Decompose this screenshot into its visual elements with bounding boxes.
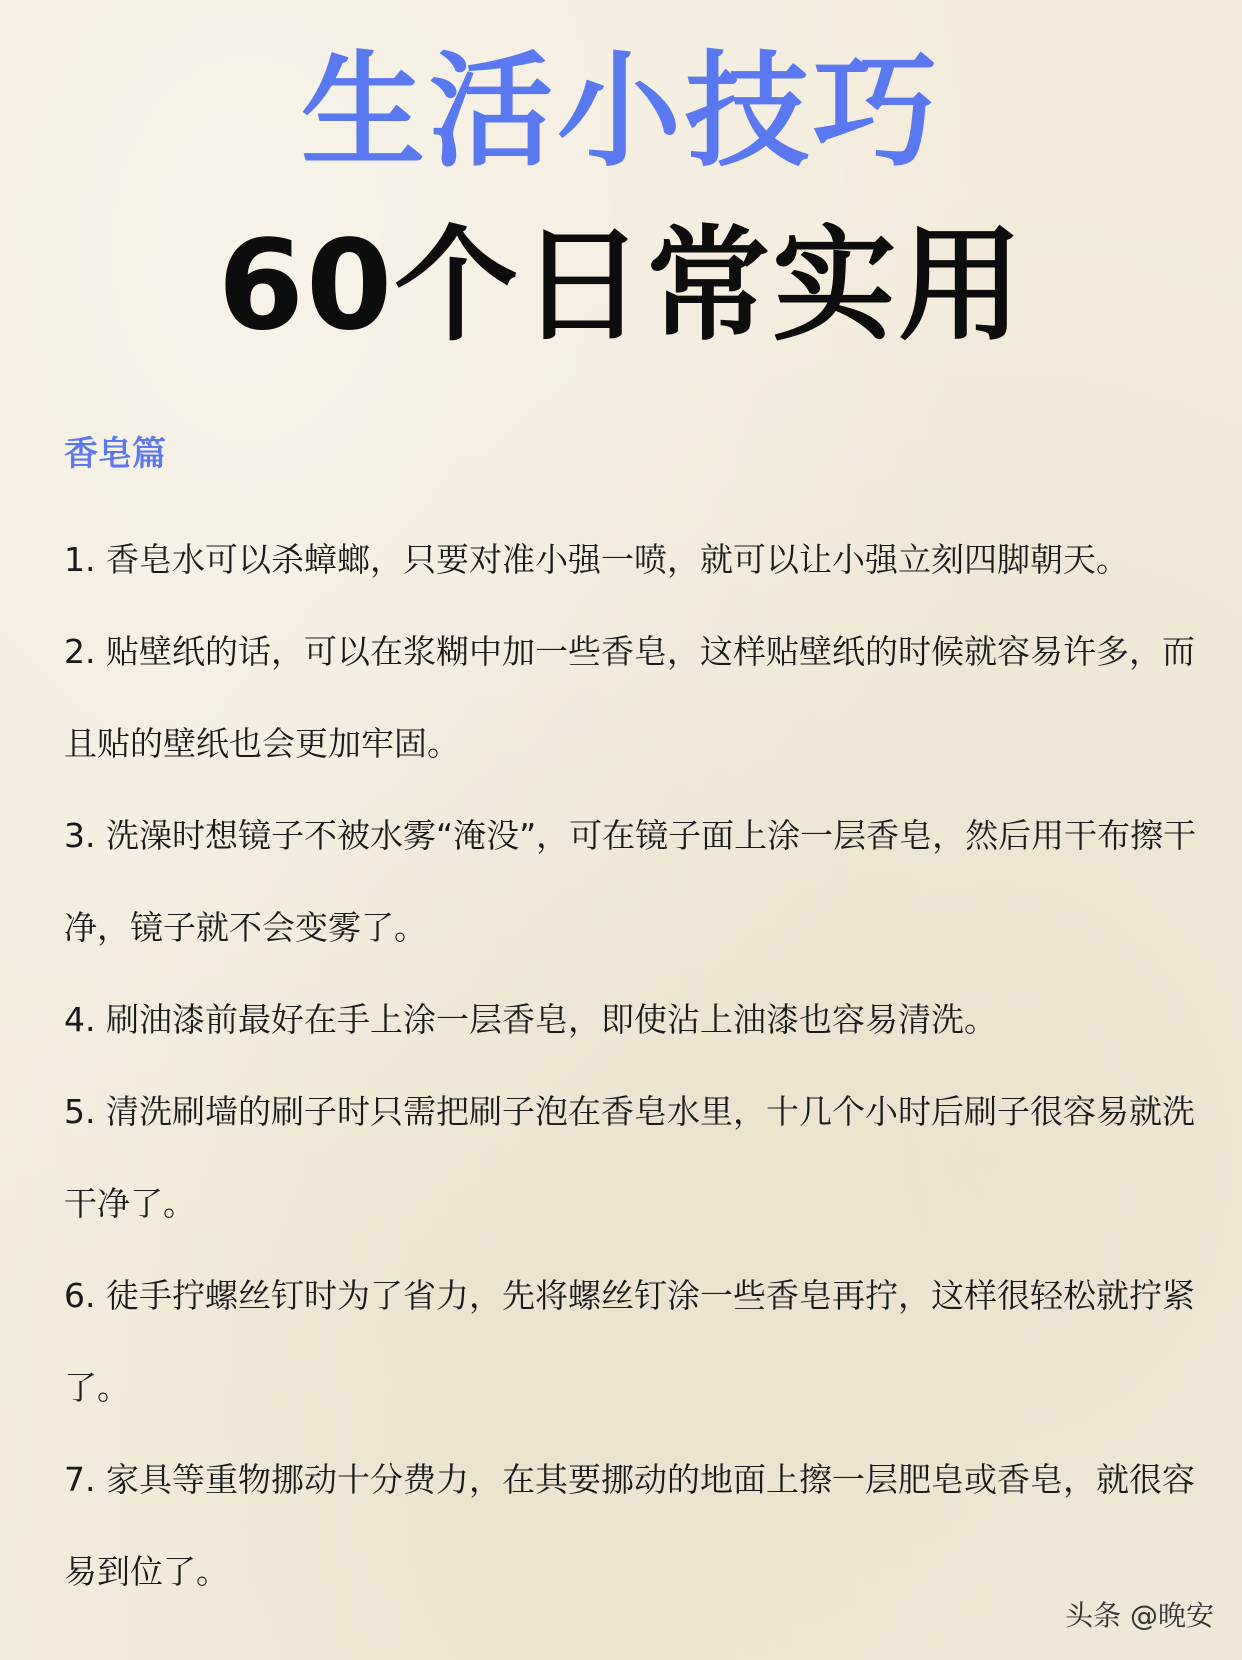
tip-item: 6. 徒手拧螺丝钉时为了省力，先将螺丝钉涂一些香皂再拧，这样很轻松就拧紧了。 (64, 1276, 1195, 1407)
tip-item: 1. 香皂水可以杀蟑螂，只要对准小强一喷，就可以让小强立刻四脚朝天。 (64, 540, 1129, 579)
tip-item: 3. 洗澡时想镜子不被水雾“淹没”，可在镜子面上涂一层香皂，然后用干布擦干净，镜子就不会变雾了。 (64, 816, 1197, 947)
page-subtitle: 60个日常实用 (217, 214, 1025, 358)
source-watermark: 头条 @晚安 (1065, 1599, 1214, 1632)
section-heading: 香皂篇 (64, 434, 166, 474)
tip-item: 2. 贴壁纸的话，可以在浆糊中加一些香皂，这样贴壁纸的时候就容易许多，而且贴的壁纸也会更加牢固。 (64, 632, 1195, 763)
tips-list (64, 514, 1204, 1618)
tip-item: 7. 家具等重物挪动十分费力，在其要挪动的地面上擦一层肥皂或香皂，就很容易到位了。 (64, 1460, 1195, 1591)
tip-item: 5. 清洗刷墙的刷子时只需把刷子泡在香皂水里，十几个小时后刷子很容易就洗干净了。 (64, 1092, 1195, 1223)
page-title: 生活小技巧 (300, 40, 941, 184)
tip-item: 4. 刷油漆前最好在手上涂一层香皂，即使沾上油漆也容易清洗。 (64, 1000, 997, 1039)
